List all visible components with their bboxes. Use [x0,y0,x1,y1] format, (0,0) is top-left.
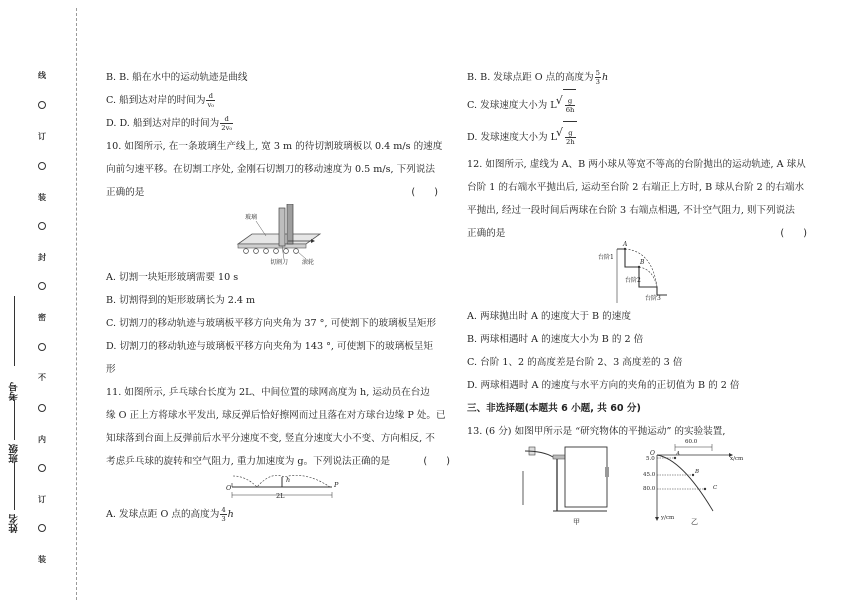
binding-hole [38,101,46,109]
figure-label: B [695,469,700,475]
figure-label: C [713,485,718,491]
q10-option-d: D. 切割刀的移动轨迹与玻璃板平移方向夹角为 143 °, 可使割下的玻璃板呈矩 [106,341,433,352]
q10-option-a: A. 切割一块矩形玻璃需要 10 s [106,272,239,283]
figure-label-2L: 2L [276,492,285,500]
q10-stem-line: 10. 如图所示, 在一条玻璃生产线上, 宽 3 m 的待切割玻璃板以 0.4 m/s 的速度 [106,141,443,152]
section-3-heading: 三、非选择题(本题共 6 小题, 共 60 分) [467,403,641,414]
field-name: 姓名 [9,514,20,533]
figure-label: O [650,450,655,457]
q11-figure [106,473,450,503]
q9-option-d: D. D. 船到达对岸的时间为 $\frac{d}{\text{2v₀}}$ [106,115,233,132]
q12-option-d: D. 两球相遇时 A 的速度与水平方向的夹角的正切值为 B 的 2 倍 [467,380,740,391]
q11-option-a: A. 发球点距 O 点的高度为 $\frac{4}{3}$ h [106,506,234,523]
axis-label: y/cm [661,515,675,521]
q11-option-b: B. B. 发球点距 O 点的高度为 $\frac{5}{3}$ h [467,69,609,86]
binding-hole [38,282,46,290]
figure-label: 玻璃 [245,214,258,221]
q9-option-c: C. 船到达对岸的时间为 $\frac{d}{\text{v₀}}$ [106,92,215,109]
margin-label: 订 [38,495,46,504]
right-column [467,66,811,527]
q9-option-b: B. B. 船在水中的运动轨迹是曲线 [106,72,248,83]
cut-line [76,8,77,600]
figure-label: B [640,259,645,266]
figure-caption: 乙 [691,518,698,526]
answer-blank: ( ) [423,456,450,467]
fraction: $\frac{4}{3}$ [221,506,226,523]
fraction: $\frac{d}{\text{2v₀}}$ [221,115,233,132]
figure-label-h: h [286,476,291,484]
q12-option-c: C. 台阶 1、2 的高度差是台阶 2、3 高度差的 3 倍 [467,357,683,368]
q11-stem-line: 知球落到台面上反弹前后水平分速度不变, 竖直分速度大小不变、方向相反, 不 [106,433,435,444]
figure-label-O: O [226,484,232,492]
figure-value: 45.0 [643,472,656,478]
q11-stem-line: 11. 如图所示, 乒乓球台长度为 2L、中间位置的球网高度为 h, 运动员在台边 [106,387,430,398]
q12-stem-line: 12. 如图所示, 虚线为 A、B 两小球从等宽不等高的台阶抛出的运动轨迹, A 球从 [467,159,806,170]
q10-stem-line: 正确的是 ( ) [106,181,450,204]
margin-label: 线 [38,71,46,80]
q12-stem-line: 正确的是 ( ) [467,222,811,245]
square-root [563,89,577,122]
left-column [106,66,450,526]
q12-option-a: A. 两球抛出时 A 的速度大于 B 的速度 [467,311,631,322]
field-underline [14,462,15,510]
axis-label: x/cm [730,456,744,462]
field-class: 班级 [9,444,20,463]
q13-figure [467,439,811,527]
fraction: $\frac{5}{3}$ [595,69,600,86]
figure-label: 台阶3 [645,295,661,302]
field-exam-number: 考号 [9,382,20,401]
q10-option-b: B. 切割得到的矩形玻璃长为 2.4 m [106,295,256,306]
q11-stem-line: 缘 O 正上方将球水平发出, 球反弹后恰好擦网而过且落在对方球台边缘 P 处。已 [106,410,446,421]
q12-stem-line: 平抛出, 经过一段时间后两球在台阶 3 右端点相遇, 不计空气阻力, 则下列说法 [467,205,795,216]
figure-label: 台阶1 [598,254,614,261]
answer-blank: ( ) [780,228,807,239]
figure-value: 60.0 [685,439,698,445]
q11-option-c: C. 发球速度大小为 L √ $\frac{g}{6h}$ [467,89,811,121]
q11-stem-line: 考虑乒乓球的旋转和空气阻力, 重力加速度为 g。下列说法正确的是 ( ) [106,450,450,473]
margin-label: 不 [38,373,46,382]
q12-figure [467,241,811,305]
margin-label: 密 [38,313,46,322]
figure-value: 80.0 [643,486,656,492]
margin-label: 封 [38,253,46,262]
fraction: $\frac{d}{\text{v₀}}$ [207,92,215,109]
binding-hole [38,464,46,472]
q10-option-d-cont: 形 [106,364,116,375]
figure-label: 切割刀 [270,259,289,266]
q12-stem-line: 台阶 1 的右端水平抛出后, 运动至台阶 2 右端正上方时, B 球从台阶 2 的右端水 [467,182,805,193]
q11-option-d: D. 发球速度大小为 L √ $\frac{g}{2h}$ [467,121,811,153]
q10-stem-line: 向前匀速平移。在切割工序处, 金刚石切割刀的移动速度为 0.5 m/s, 下列说法 [106,164,436,175]
figure-label-P: P [334,481,339,489]
figure-label: 滚轮 [302,259,315,266]
margin-label: 订 [38,132,46,141]
margin-label: 内 [38,435,46,444]
figure-value: 5.0 [646,456,655,462]
q13-stem-line: 13. (6 分) 如图甲所示是 “研究物体的平抛运动” 的实验装置, [467,426,726,437]
figure-label: A [676,451,680,457]
answer-blank: ( ) [411,187,438,198]
figure-caption: 甲 [573,518,580,526]
square-root [563,121,577,154]
binding-margin [0,0,90,608]
binding-hole [38,162,46,170]
margin-label: 装 [38,555,46,564]
figure-label: A [623,241,628,248]
q12-option-b: B. 两球相遇时 A 的速度大小为 B 的 2 倍 [467,334,644,345]
figure-label: 台阶2 [625,277,641,284]
fraction: √ $\frac{g}{6h}$ [565,97,575,114]
binding-hole [38,222,46,230]
field-underline [14,296,15,366]
margin-label: 装 [38,193,46,202]
field-underline [14,400,15,440]
binding-hole [38,404,46,412]
fraction: √ $\frac{g}{2h}$ [566,129,575,146]
q10-option-c: C. 切割刀的移动轨迹与玻璃板平移方向夹角为 37 °, 可使割下的玻璃板呈矩形 [106,318,437,329]
q10-figure [106,204,450,266]
binding-hole [38,524,46,532]
binding-hole [38,343,46,351]
